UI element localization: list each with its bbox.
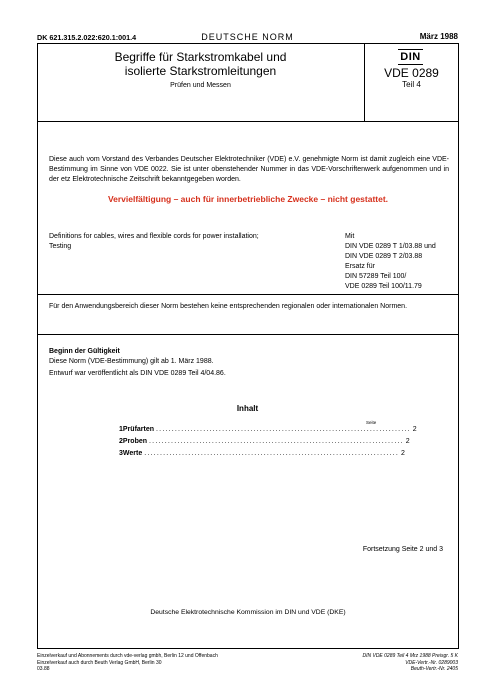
toc-entry-title: Werte (122, 450, 143, 457)
english-title-line-2: Testing (49, 243, 72, 250)
replacement-note (345, 232, 436, 292)
footer-line: VDE-Vertr.-Nr. 0289003 (405, 659, 458, 666)
toc-entry-page: 2 (405, 438, 410, 445)
standard-part: Teil 4 (402, 80, 421, 89)
draft-reference: Entwurf war veröffentlicht als DIN VDE 0289 Teil 4/04.86. (49, 370, 226, 377)
document-subtitle: Prüfen und Messen (170, 82, 231, 89)
standard-series-label: DEUTSCHE NORM (201, 32, 294, 42)
toc-entry-number: 1 (119, 426, 123, 433)
footer-line: 03.88 (37, 666, 50, 672)
divider (37, 294, 459, 295)
title-line-2: isolierte Starkstromleitungen (124, 64, 277, 78)
english-title-line-1: Definitions for cables, wires and flexible cords for power installation; (49, 233, 259, 240)
validity-date: Diese Norm (VDE-Bestimmung) gilt ab 1. März 1988. (49, 358, 214, 365)
document-title (37, 50, 364, 78)
toc-page-label: Seite (366, 420, 377, 425)
replacement-line: VDE 0289 Teil 100/11.79 (345, 283, 422, 290)
toc-leader-dots: ................................................................................. (149, 438, 404, 445)
toc-entry[interactable] (119, 426, 417, 433)
footer-line: Beuth-Vertr.-Nr. 2405 (410, 666, 458, 672)
commission-name: Deutsche Elektrotechnische Kommission im DIN und VDE (DKE) (150, 609, 346, 616)
replacement-line: Mit (345, 233, 355, 240)
toc-entry[interactable] (119, 438, 410, 445)
page-frame (37, 43, 459, 649)
toc-entry[interactable] (119, 450, 405, 457)
scope-note: Für den Anwendungsbereich dieser Norm bestehen keine entsprechenden regionalen oder internationalen Normen. (49, 303, 408, 310)
footer-line: DIN VDE 0289 Teil 4 Mrz 1988 Preisgr. 5 K (362, 653, 458, 659)
dk-number: DK 621.315.2.022:620.1:001.4 (37, 33, 137, 42)
english-title (49, 232, 289, 252)
replacement-line: DIN VDE 0289 T 1/03.88 und (345, 243, 436, 250)
toc-leader-dots: ................................................................................. (144, 450, 399, 457)
toc-leader-dots: ................................................................................. (156, 426, 411, 433)
footer-line: Einzelverkauf auch durch Beuth Verlag GmbH, Berlin 30 (37, 659, 162, 666)
replacement-line: DIN 57289 Teil 100/ (345, 273, 407, 280)
footer-order-info (362, 653, 458, 673)
intro-paragraph: Diese auch vom Vorstand des Verbandes Deutscher Elektrotechniker (VDE) e.V. genehmigte Norm ist damit zugleich eine VDE-Bestimmung im Sinne von VDE 0022. Sie ist unter obenstehender Nummer in das VDE-Vorschriftenwerk aufgenommen und in der etz Elektrotechnische Zeitschrift bekanntgegeben worden. (49, 156, 449, 183)
divider (37, 334, 459, 335)
replacement-line: Ersatz für (345, 263, 375, 270)
footer-line: Einzelverkauf und Abonnements durch vde-verlag gmbh, Berlin 12 und Offenbach (37, 653, 218, 659)
toc-entry-page: 2 (412, 426, 417, 433)
toc-heading: Inhalt (236, 404, 259, 413)
toc-entry-number: 2 (119, 438, 123, 445)
validity-heading: Beginn der Gültigkeit (49, 348, 120, 355)
copy-warning: Vervielfältigung – auch für innerbetriebliche Zwecke – nicht gestattet. (107, 194, 389, 204)
standard-number: VDE 0289 (384, 66, 439, 80)
toc-entry-number: 3 (119, 450, 123, 457)
din-logo: DIN (398, 49, 423, 65)
toc-entry-title: Proben (122, 438, 148, 445)
issue-date: März 1988 (419, 32, 458, 41)
toc-entry-page: 2 (400, 450, 405, 457)
continuation-note: Fortsetzung Seite 2 und 3 (362, 546, 443, 553)
title-line-1: Begriffe für Starkstromkabel und (114, 50, 287, 64)
footer-publisher-info (37, 653, 218, 673)
replacement-line: DIN VDE 0289 T 2/03.88 (345, 253, 423, 260)
toc-entry-title: Prüfarten (122, 426, 155, 433)
